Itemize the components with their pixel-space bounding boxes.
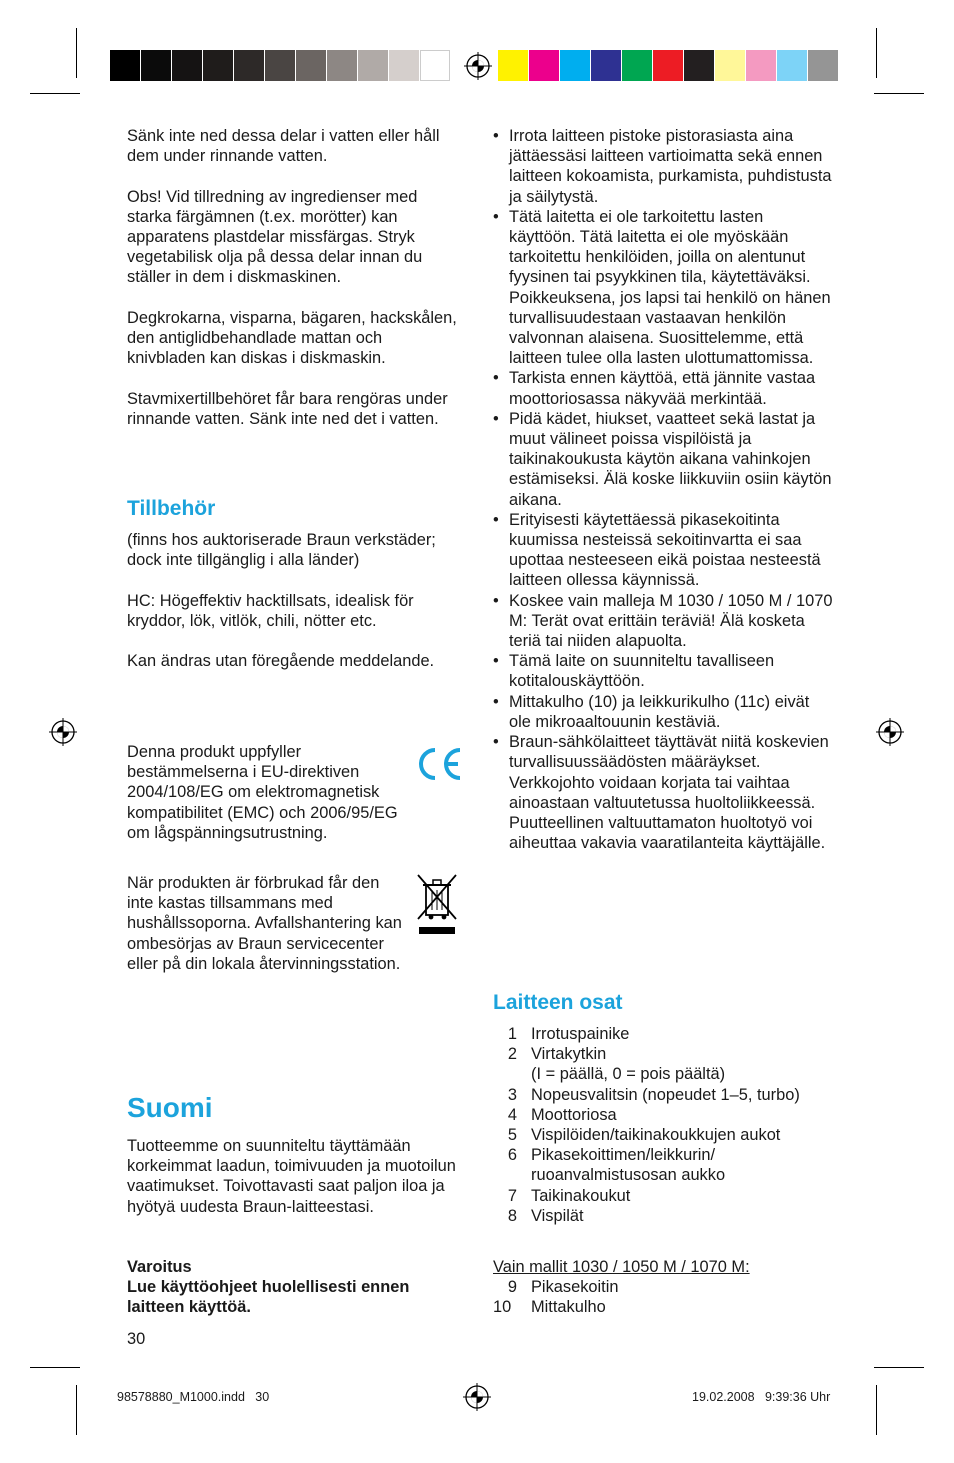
color-swatch bbox=[234, 50, 264, 81]
list-item: • Erityisesti käytettäessä pikasekoitinta kuumissa nesteissä sekoitinvartta ei saa upottaa nesteeseen eikä poistaa nesteestä laitteen ollessa käynnissä. bbox=[493, 510, 833, 591]
color-swatch bbox=[141, 50, 171, 81]
list-item-continuation bbox=[493, 1064, 843, 1084]
parts-list bbox=[493, 1024, 843, 1226]
color-swatch bbox=[420, 50, 450, 81]
crop-mark bbox=[876, 28, 877, 78]
registration-mark-icon bbox=[876, 718, 904, 746]
warning-text: Lue käyttöohjeet huolellisesti ennen laitteen käyttöä. bbox=[127, 1278, 410, 1317]
color-swatch bbox=[560, 50, 590, 81]
item-label: Mittakulho bbox=[531, 1298, 606, 1317]
item-label: Nopeusvalitsin (nopeudet 1–5, turbo) bbox=[531, 1085, 800, 1104]
ce-compliance-text: Denna produkt uppfyller bestämmelserna i EU-direktiven 2004/108/EG om elektromagnetisk kompatibilitet (EMC) och 2006/95/EG om lågspänningsutrustning. bbox=[127, 743, 398, 842]
model-specific-parts bbox=[493, 1257, 843, 1318]
ce-mark-icon bbox=[414, 744, 464, 784]
paragraph: (finns hos auktoriserade Braun verkstäder; dock inte tillgänglig i alla länder) bbox=[127, 531, 436, 570]
paragraph: Stavmixertillbehöret får bara rengöras under rinnande vatten. Sänk inte ned det i vatten. bbox=[127, 389, 448, 428]
language-heading-suomi: Suomi bbox=[127, 1092, 213, 1123]
list-item: • Irrota laitteen pistoke pistorasiasta aina jättäessäsi laitteen vartioimatta sekä ennen laitteen kokoamista, purkamista, puhdistusta ja säilytystä. bbox=[493, 126, 833, 207]
item-number: 1 bbox=[507, 1025, 517, 1043]
color-swatch bbox=[808, 50, 838, 81]
registration-mark-icon bbox=[49, 718, 77, 746]
crop-mark bbox=[30, 93, 80, 94]
paragraph: Kan ändras utan föregående meddelande. bbox=[127, 652, 435, 671]
color-swatch bbox=[203, 50, 233, 81]
color-swatch bbox=[529, 50, 559, 81]
registration-mark-icon bbox=[463, 1383, 491, 1411]
color-swatch bbox=[622, 50, 652, 81]
crop-mark bbox=[76, 28, 77, 78]
list-item: • Mittakulho (10) ja leikkurikulho (11c) eivät ole mikroaaltouunin kestäviä. bbox=[493, 692, 833, 732]
item-label: Vispilöiden/taikinakoukkujen aukot bbox=[531, 1126, 781, 1145]
crop-mark bbox=[874, 93, 924, 94]
color-swatch bbox=[746, 50, 776, 81]
list-item bbox=[493, 1105, 843, 1125]
accessories-text bbox=[127, 530, 462, 671]
item-label: Virtakytkin bbox=[531, 1045, 607, 1064]
paragraph: Obs! Vid tillredning av ingredienser med starka färgämnen (t.ex. morötter) kan apparatens plastdelar missfärgas. Stryk vegetabilisk olja på dessa delar innan du ställer in dem i diskmaskinen. bbox=[127, 187, 423, 287]
item-number: 10 bbox=[493, 1298, 512, 1317]
color-swatch bbox=[265, 50, 295, 81]
footer-timestamp: 19.02.2008 9:39:36 Uhr bbox=[692, 1390, 831, 1404]
list-item bbox=[493, 1297, 843, 1317]
color-swatch bbox=[110, 50, 140, 81]
color-swatch bbox=[498, 50, 528, 81]
color-swatch bbox=[684, 50, 714, 81]
safety-bullet-list bbox=[493, 126, 833, 853]
color-swatch bbox=[327, 50, 357, 81]
item-number: 4 bbox=[507, 1105, 517, 1124]
crop-mark bbox=[874, 1367, 924, 1368]
color-swatch bbox=[591, 50, 621, 81]
list-item: • Braun-sähkölaitteet täyttävät niitä koskevien turvallisuussäädösten määräykset. Verkkojohto voidaan korjata tai vaihtaa ainoastaan valtuutetussa huoltoliikkeessä. Puutteellinen valtuuttamaton huoltotyö voi aiheuttaa vakavia vaaratilanteita käyttäjälle. bbox=[493, 732, 833, 853]
list-item bbox=[493, 1186, 843, 1206]
list-item bbox=[493, 1024, 843, 1044]
section-heading-accessories: Tillbehör bbox=[127, 497, 216, 520]
color-swatch bbox=[777, 50, 807, 81]
item-label: Pikasekoitin bbox=[531, 1278, 619, 1297]
item-label: Moottoriosa bbox=[531, 1105, 617, 1124]
paragraph: HC: Högeffektiv hacktillsats, idealisk för kryddor, lök, vitlök, chili, nötter etc. bbox=[127, 591, 414, 630]
list-item: • Tätä laitetta ei ole tarkoitettu lasten käyttöön. Tätä laitetta ei ole myöskään tarkoitettu henkilöiden, joilla on alentunut fyysinen tai psyykkinen tila, käytettäväksi. Poikkeuksena, jos lapsi tai henkilö on hänen turvallisuudestaan vastaavan henkilön valvonnan alaisena. Suosittelemme, että laitteen tulee olla lasten ulottumattomissa. bbox=[493, 207, 833, 369]
warning-block bbox=[127, 1257, 462, 1318]
color-swatch bbox=[172, 50, 202, 81]
item-number: 5 bbox=[507, 1126, 517, 1145]
list-item bbox=[493, 1206, 843, 1226]
item-sublabel: ruoanvalmistusosan aukko bbox=[531, 1166, 726, 1185]
crop-mark bbox=[76, 1385, 77, 1435]
list-item bbox=[493, 1085, 843, 1105]
item-number: 2 bbox=[507, 1045, 517, 1064]
footer-filename: 98578880_M1000.indd 30 bbox=[117, 1390, 270, 1404]
list-item bbox=[493, 1145, 843, 1165]
list-item: • Tarkista ennen käyttöä, että jännite vastaa moottoriosassa näkyvää merkintää. bbox=[493, 368, 833, 408]
color-swatch bbox=[653, 50, 683, 81]
crop-mark bbox=[876, 1385, 877, 1435]
intro-paragraph: Tuotteemme on suunniteltu täyttämään korkeimmat laadun, toimivuuden ja muotoilun vaatimukset. Toivottavasti saat paljon iloa ja hyötyä uudesta Braun-laitteestasi. bbox=[127, 1137, 456, 1216]
registration-mark-icon bbox=[464, 52, 492, 80]
item-number: 7 bbox=[507, 1186, 517, 1205]
paragraph: Degkrokarna, visparna, bägaren, hackskålen, den antiglidbehandlade mattan och knivbladen kan diskas i diskmaskin. bbox=[127, 308, 457, 368]
section-heading-parts: Laitteen osat bbox=[493, 991, 623, 1014]
item-sublabel: (I = päällä, 0 = pois päältä) bbox=[531, 1065, 726, 1084]
item-number: 6 bbox=[507, 1146, 517, 1165]
list-item: • Koskee vain malleja M 1030 / 1050 M / 1070 M: Terät ovat erittäin teräviä! Älä kosketa teriä tai niiden alapuolta. bbox=[493, 591, 833, 652]
item-label: Irrotuspainike bbox=[531, 1025, 630, 1043]
warning-title: Varoitus bbox=[127, 1258, 192, 1276]
item-label: Vispilät bbox=[531, 1206, 584, 1225]
list-item bbox=[493, 1125, 843, 1145]
paragraph: Sänk inte ned dessa delar i vatten eller håll dem under rinnande vatten. bbox=[127, 127, 440, 166]
models-heading: Vain mallit 1030 / 1050 M / 1070 M: bbox=[493, 1258, 750, 1276]
color-swatch bbox=[389, 50, 419, 81]
item-number: 8 bbox=[507, 1206, 517, 1225]
item-label: Taikinakoukut bbox=[531, 1186, 631, 1205]
crop-mark bbox=[30, 1367, 80, 1368]
left-column bbox=[127, 126, 462, 429]
color-swatch bbox=[296, 50, 326, 81]
color-swatch bbox=[715, 50, 745, 81]
page-number: 30 bbox=[127, 1330, 146, 1348]
weee-disposal-text: När produkten är förbrukad får den inte kastas tillsammans med hushållssoporna. Avfallshantering kan ombesörjas av Braun servicecenter eller på din lokala återvinningsstation. bbox=[127, 874, 402, 973]
list-item: • Tämä laite on suunniteltu tavalliseen kotitalouskäyttöön. bbox=[493, 651, 833, 691]
list-item bbox=[493, 1044, 843, 1064]
color-swatch bbox=[358, 50, 388, 81]
item-number: 3 bbox=[507, 1085, 517, 1104]
list-item: • Pidä kädet, hiukset, vaatteet sekä lastat ja muut välineet poissa vispilöistä ja taikinakoukusta käytön aikana vahinkojen estämiseksi. Älä koske liikkuviin osiin käytön aikana. bbox=[493, 409, 833, 510]
list-item bbox=[493, 1277, 843, 1297]
crossed-bin-icon bbox=[415, 872, 459, 938]
item-number: 9 bbox=[507, 1278, 517, 1297]
list-item-continuation bbox=[493, 1165, 843, 1185]
item-label: Pikasekoittimen/leikkurin/ bbox=[531, 1146, 716, 1165]
